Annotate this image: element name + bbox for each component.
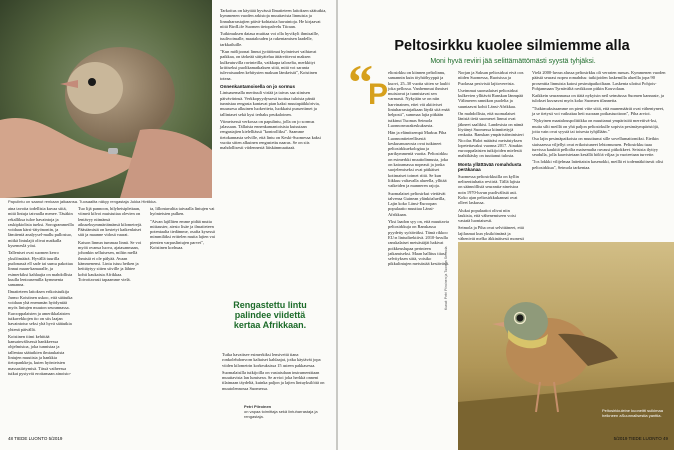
paragraph: Tutkimuksen datasa muittaa voi olla hyvikyli ihmisaille, tuulivoimalle, maatalouden ja rakentamisen laadelle, tarkkailuille. [220,31,319,47]
page-folio: 48 TIEDE LUONTO 5/2019 [8,436,63,441]
paragraph: Hän ja elämitsempä Markus Piha Luonnontieteellisestä keskusmuseosta ovat tutkineet peltosirkkuekologiaa ja parikymmentä vuotta. Peltosirkku on esimerkki muuttolinnusta, joka on katoamassa nopeasti ja jonka suojelemiseksi ovat pätkäiset kotimaiset toimet riitä. Se kun liikkuu valtavalla alueella, yllttää vaikeiden ja manneren rajoja. [388,130,448,189]
text-column-3 [532,70,666,172]
bird-in-hand-photo [0,0,212,198]
text-column-4 [222,352,328,393]
text-column-1 [388,70,450,269]
paragraph: Seimola ja Piha ovat selvittäneet, että lajilasmat kun yksiköimänä ja vähenivät melko äkkinäisesti monesti [458,225,524,242]
ortolan-bunting-photo [458,242,674,450]
article-lead: Moni hyvä reviiri jää selittämättömästi syystä tyhjäksi. [430,58,596,65]
paragraph: On mahdollista, että suomalaiset länistä tietä suomeset linnut ovat jäkneet saalikisi. Landesista on nämä löytänyt Suomessa kiinnitettyjä renkaita. Ranskan ympäristöministeri Nicolas Hulot määräsi metsästyksen lopetettavaksi vuonna 2017. Ainakin eurooppalaisten tutkijoiden mielestä mahtikäsky on tuuttanut tulosta. [458,111,524,159]
paragraph: Viimeisessä verkossa on papulintu, jolla on jo sormus jalassaan. Tällaista ennenkamantoisista kutsutaan rengastajien kielelliässä "kontrolliksi". Saamme tietokannasta selville, että lintu on Keski-Suomessa kaksi vuotta sitten alkuinen rengastettu naaras. Se on siis mahdollisesti viidennestä läiskänmuuttaaä. [220,118,321,151]
paragraph: Useimmat suomalaiset peltosirkut kulkevien yllttävät Ranskan länmpää Välimeren rannikon puolelta ja suuntaavat kohti Länsi-Afrikkaa. [458,87,523,109]
paragraph: "Jos lokkki vilijelmaa lattettaisin kasenokki, meillä ei todennäköisesti olisi peltosirkkua", Seimola tarkentaa. [532,159,664,170]
drop-cap-icon: P [368,78,389,111]
paragraph: Tarkoitus on käyttää hyvässä Ilmatieteen laitoksen säätutkia, kymmenen vuoden arkistoja muuttavista linnuista ja linnuharrastajien päivä-kohtaisia havaintoja. He kirjaavat niitä BirdLife Suomen tietopalvelu Tiiraan. [220,8,327,29]
text-column-1 [8,206,74,378]
paragraph: Lintuasemalla merituuli viriää ja taivas saa siinisen päivävärinsä. Verkkopyydyssesä tuottua tuloista päntä tunnistaa rengasta kantavat pian kaksi muutapäikkörivia, muussesa alkuinen luokeriteta, luokkaist pussertimet ja tallintaset sekä kysi terhaks peukaloinen. [220,90,320,117]
paragraph: Kaikkein seurannassa on tiätä nykyisin neil setmässsa Suomen kannaste, ja tulokset kuvaavat myös koko Suomen tilannetta. [532,93,664,104]
paragraph: Talleniset ovat suomen kerro yksilömäärä. Hyvällä tuurilla pudonassä ell sade tai sumu pakottaa linnut maan-kamaralle, ja esimerkiksi kahlaajia on mahdollista kuulla lentoasemilla kymmenia samanna. [8,250,73,288]
paragraph: "Nykyinen maatalouspolitiikka on muuttanut ympäristöä meretiivä-ksi, mutta silti meillä on yhä paljon peltosirkulle sopivia pesimäympäristöjä, joita vain ovat syystä tai toisesta tyhjillään." [532,118,659,134]
photo-caption: Papulintu on saanut renkaan jalkaansa. Tuosaallta näkyy rengastaja Jukka Hintikka. [8,199,157,204]
paragraph: aina tavoita todellisia kuvaa siitä, mitä lintuja tatvaalla menee. Täsäkin rekalliksa tuloe havaintoja ja raskipkiolista tueksi. Sorogrammeilla voidaan kärsi-tätyönontin, ja lämitentä analyysel-mallu pullostuo, mitkä lintulajit olivat matkalla kysemeslä yöai. [8,206,74,249]
paragraph: Koistinen tiimi kehittää kansainvälisessä hankkeessa ohjelmistoa, joka tunnistaa ja tallentaa säätutkien ilmtaukaista lintujen muutista ja hankkia tietopankkeja, kuten hyönteisten massasiirtymisä. Tässä vaiheessa tutkat pystyvät erottamaan ainoisto- [8,333,72,376]
text-column-2 [220,8,328,153]
paragraph: Suomalaisilla tutkijoilla on vastaisdaan instrumenttiaan muuttavista lan lumisesn. Se arvioi joka herkkä onneni tilaimaan täydeltä, kuinka paljon ja lajien lintuyksilöitä on muutolennossa Suomessa. [222,369,325,391]
paragraph: "Aivan lajilliten emme pidää mutta mittauster, aiesto lisäe ja ilmatieteen potentaalia tiedämme, osafta kysessä mimmiläksi erittelen mutta lajien vai pienten varpuslintujen parvet", Koistinen korhuaa. [150,218,215,251]
section-subheading: Monta yllättävää romahdusta peräkanaa [458,161,522,173]
paragraph: Katson linnun tummaa linnä. Se voi myöä ovansa luova, ajatasanmaan, johonkin selluisesen, miltin mellä ihmisiä ei ole pälyää. Avaan kämmenensi. Lintu istuu hetken ja heittäytyy sitten siiville ja lähtee kohti kaukaista Afrikkaa. Toivottavasti tapaamme vielä. [78,239,142,282]
paragraph: Tuo lijä pannoon, hilyheisiplettaan, viimeä kilvoi muistuttaa olevien on lentävyy niimänsä aikuseksymmärtämänsä kilometrejä. Päästämistä on kestetyt kaikenlaiset säit ja maanne vidosä vaarat. [78,206,143,238]
text-column-1b [78,206,144,284]
paragraph: Suomalaiset peltosirkut viettävät talvensa Guinean ylänköalueilla, Lajin koko Länsi-Euroopan populaatio muuttaa Länsi-Afrikkaan. [388,190,446,217]
page-folio: 5/2019 TIEDE LUONTO 49 [613,436,668,441]
paragraph: "Tutkimuksissamme on pieni viite siitä, että munemäärät ovat vähentyneet, ja se tietysti voi vaikuttaa heti suoraan poikastuottoon", Piha arvioi. [532,105,665,117]
paragraph: "Kun mölijoonat linnut jyrätöimat hyönteiset vaihtavat paikkaa, on tärkeää sättyätelua ättärvittevat maksen kulkeutuvilla ravinteilla, vaikkapa taloselta, merkkityt kriitiseksi puolikamatkaksen siitä, mitä voi saranta tulevaisuuden kehitysten maksan lämkeisät", Koistinen toteaa. [220,49,318,81]
paragraph: Yksi laadon syy on, että muuttavia peltosirkkuja on Ranskassa pyydetty syötäväksi. Tämä rikkoo EU:n lintudirektiivä. 2010-luvulla ranskalaiset metsästäjät hakivat poikkeuslupaa perinteen jatkamiseksi. Maan hallitus tiiasi selvityksen siitä, voisiko pikkulintujen metsästää kestävästi. [388,219,450,267]
paragraph: Alukai populaatiot olivat niin laukisia, että vähenemiseen voisi vastatä luontaisesti. [458,207,516,224]
author-name: Petri Piiroinen [244,404,272,409]
paragraph: Norjan ja Saksan peltosirkut eivä oos niiden Suomessa, Ruotsissa ja Puolassa pesivistä lajitovereista. [458,70,524,86]
paragraph: Ilmatieteen laitoksen erikoistutkija Jarmo Koistinen uskoo, että säätutka voidaan yhä enemmän hyödyntää myös lintujen muuton seurannassa. Eurooppalaisten ja amerikkalaisten tutkavekkojen ito on siis laajan havaintotur seksi yhä hyvä säätutkia yhtenä päivällä. [8,289,73,332]
paragraph: Osa lajin pesimäpaikoista on muuttunut sille sovellumattomiksi. Eteikin siaissaessa viljellyt ovat erikoistuneet lehtomuruen. Peltosirkku tuaa turvissa kaukitä pelloilta maisemalta ruvausi pitkokkeet. Seisista ilyttyy seudulla, jolla kaavistetaan kesällä hölöä viljaa ja vuoteetaan turvette. [532,136,659,158]
text-column-2 [458,70,524,249]
left-page [0,0,336,450]
section-subheading: Onnenkantamoisella on jo sormus [220,83,296,89]
paragraph: Tutka havaitsee esimerkiksi lensiveitä tiana ronkolehdonvorn kaltaiset kahlaajat, jotka käytävät jopa viiden kilometrin korkeuksissa 15 asteen pakkasessa. [222,352,321,368]
paragraph: ta, lillontavaltta taivaalla lintujen vai hyönteisien pulken. [150,206,215,217]
paragraph: eltosirkku on kiinnen peltolinnu, samannin kuin töyhtöhyyppä ja kuovi, 25–30 vuotta sitten se laulöi joka pellossa. Vanhemmat ihmiset muistavat ja tunnistavat sen varmasti. Nykyään se on niin harvinainen, ettei vät aktiiviset lintuharrastajatkaan läydä sitä enää helposti", summaa lajia pitkään tutkinut Tuomas Seimola Luonnonvarakeskuksesta. [388,70,450,128]
paragraph: Vielä 2000-luvun alussa peltosirkku oli verraten runsas. Kymmenen vuoden päästä seurasi nopea romahdus: tutkijoiden laskemilla alueilla jopa 90 prosenttia linnuista katosi pesimäpaikoiltaan. Laskenta ulottui Pohjois-Pohjanmaan Tyrnävältä ravikkoon pitkin Kouvolaan. [532,70,666,91]
author-box [244,404,330,419]
right-page [338,0,674,450]
article-title: Peltosirkku kuolee silmiemme alla [394,38,630,54]
paragraph: Suomessa peltosirkkuilla on kyllin nelisenttuhatta reviiriä. Tällä lajista on säännöllistä seurantia-aineistoa noin 1970-luvun puolivälistä asti. Koko ajan peltosirkkukannat ovat olleet laskussa. [458,173,521,206]
author-bio: on vapaa toimittaja sekä lintuharrastaja ja rengastaja. [244,409,318,419]
pull-quote: Rengastettu lintu palindee viidettä kertaa Afrikkaan. [233,300,307,330]
quote-mark-icon: “ [348,54,373,110]
photo-caption: Peltosirkkuleine kuoneitti sulkimaa heikneen aSuunnallsestia yanttia. [602,408,663,418]
text-column-3 [150,206,216,252]
photo-credit: Kuvat: Petri Piiroinen ja Tuomas Seimola [444,246,448,310]
